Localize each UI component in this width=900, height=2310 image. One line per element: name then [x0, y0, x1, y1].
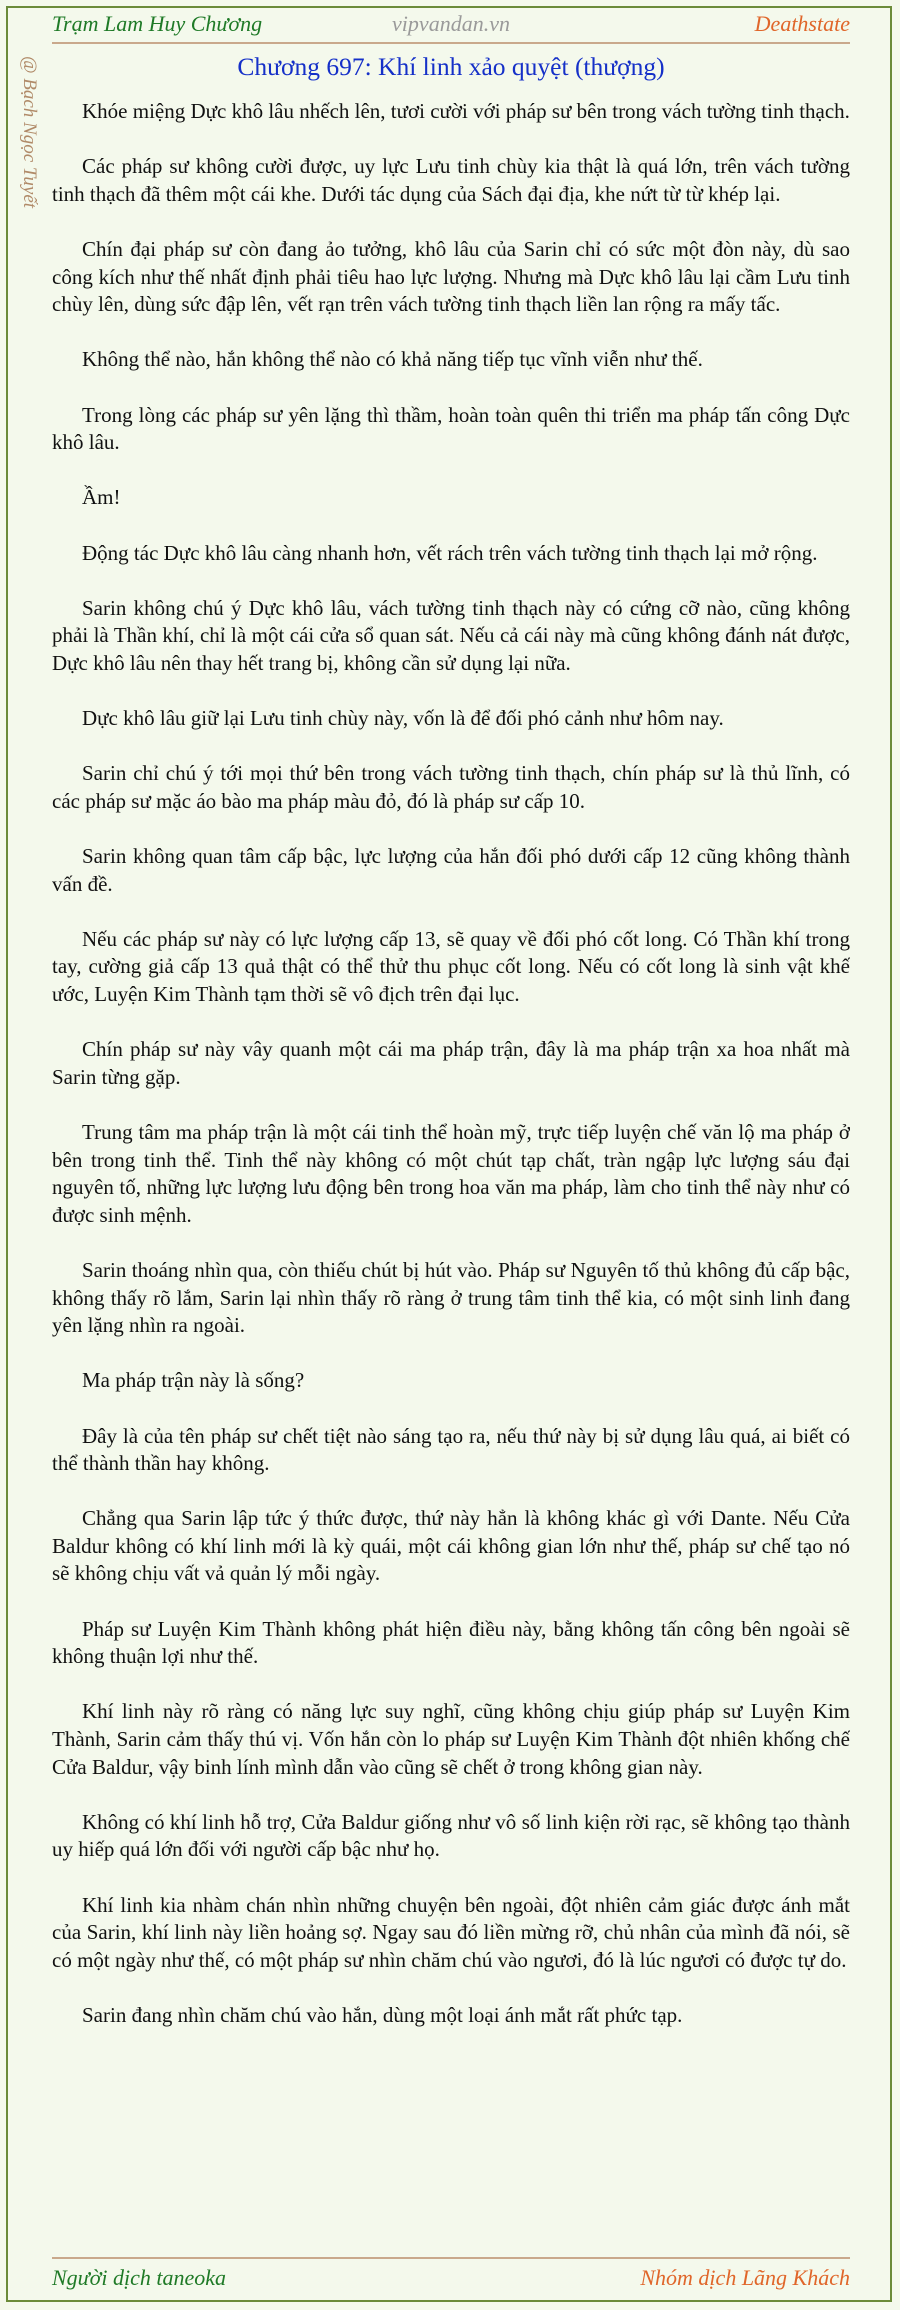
side-credit: @ Bạch Ngọc Tuyết: [19, 56, 40, 209]
chapter-title: Chương 697: Khí linh xảo quyệt (thượng): [237, 52, 665, 81]
paragraph: Sarin không quan tâm cấp bậc, lực lượng của hắn đối phó dưới cấp 12 cũng không thành vấn đề.: [52, 844, 850, 896]
paragraph: Sarin không chú ý Dực khô lâu, vách tường tinh thạch này có cứng cỡ nào, cũng không phải là Thần khí, chỉ là một cái cửa sổ quan sát. Nếu cả cái này mà cũng không đánh nát được, Dực khô lâu nên thay hết trang bị, không cần sử dụng lại nữa.: [52, 595, 850, 675]
paragraph: Không có khí linh hỗ trợ, Cửa Baldur giống như vô số linh kiện rời rạc, sẽ không tạo thành uy hiếp quá lớn đối với người cấp bậc như họ.: [52, 1809, 850, 1862]
paragraph: Động tác Dực khô lâu càng nhanh hơn, vết rách trên vách tường tinh thạch lại mở rộng.: [82, 540, 818, 565]
paragraph: Dực khô lâu giữ lại Lưu tinh chùy này, vốn là để đối phó cảnh như hôm nay.: [82, 706, 724, 731]
paragraph: Sarin thoáng nhìn qua, còn thiếu chút bị hút vào. Pháp sư Nguyên tố thủ không đủ cấp bậc, không thấy rõ lắm, Sarin lại nhìn thấy rõ ràng ở trung tâm tinh thể kia, có một sinh linh đang yên lặng nhìn ra ngoài.: [52, 1257, 850, 1338]
page-header: [52, 8, 850, 40]
paragraph: Khí linh này rõ ràng có năng lực suy nghĩ, cũng không chịu giúp pháp sư Luyện Kim Thành, Sarin cảm thấy thú vị. Vốn hắn còn lo pháp sư Luyện Kim Thành đột nhiên khống chế Cửa Baldur, vậy binh lính mình dẫn vào cũng sẽ chết ở trong không gian này.: [52, 1699, 850, 1779]
paragraph: Trong lòng các pháp sư yên lặng thì thầm, hoàn toàn quên thi triển ma pháp tấn công Dực khô lâu.: [52, 402, 850, 455]
paragraph: Ma pháp trận này là sống?: [82, 1368, 305, 1393]
paragraph: Trung tâm ma pháp trận là một cái tinh thể hoàn mỹ, trực tiếp luyện chế văn lộ ma pháp ở bên trong tinh thể. Tinh thể này không có một chút tạp chất, tràn ngập lực lượng sáu đại nguyên tố, những lực lượng lưu động bên trong hoa văn ma pháp, làm cho tinh thể này như có được sinh mệnh.: [52, 1119, 850, 1227]
paragraph: Chín pháp sư này vây quanh một cái ma pháp trận, đây là ma pháp trận xa hoa nhất mà Sarin từng gặp.: [52, 1037, 850, 1089]
paragraph: Nếu các pháp sư này có lực lượng cấp 13, sẽ quay về đối phó cốt long. Có Thần khí trong tay, cường giả cấp 13 quả thật có thể thử thu phục cốt long. Nếu có cốt long là sinh vật khế ước, Luyện Kim Thành tạm thời sẽ vô địch trên đại lục.: [52, 926, 850, 1006]
page-footer: [52, 2262, 850, 2294]
paragraph: Các pháp sư không cười được, uy lực Lưu tinh chùy kia thật là quá lớn, trên vách tường tinh thạch đã thêm một cái khe. Dưới tác dụng của Sách đại địa, khe nứt từ từ khép lại.: [52, 154, 850, 206]
header-site: vipvandan.vn: [392, 11, 510, 36]
header-author: Deathstate: [754, 11, 850, 36]
header-divider: [52, 42, 850, 44]
footer-group: Nhóm dịch Lãng Khách: [640, 2265, 850, 2290]
paragraph: Đây là của tên pháp sư chết tiệt nào sáng tạo ra, nếu thứ này bị sử dụng lâu quá, ai biết có thể thành thần hay không.: [52, 1423, 850, 1476]
paragraph: Sarin đang nhìn chăm chú vào hắn, dùng một loại ánh mắt rất phức tạp.: [82, 2002, 683, 2027]
paragraph: Chín đại pháp sư còn đang ảo tưởng, khô lâu của Sarin chỉ có sức một đòn này, dù sao công kích như thế nhất định phải tiêu hao lực lượng. Nhưng mà Dực khô lâu lại cầm Lưu tinh chùy lên, dùng sức đập lên, vết rạn trên vách tường tinh thạch liền lan rộng ra mấy tấc.: [52, 236, 850, 317]
chapter-content: [52, 46, 850, 2246]
paragraph: Sarin chỉ chú ý tới mọi thứ bên trong vách tường tinh thạch, chín pháp sư là thủ lĩnh, có các pháp sư mặc áo bào ma pháp màu đỏ, đó là pháp sư cấp 10.: [52, 761, 850, 813]
footer-divider: [52, 2257, 850, 2259]
paragraph: Pháp sư Luyện Kim Thành không phát hiện điều này, bằng không tấn công bên ngoài sẽ không thuận lợi như thế.: [52, 1616, 850, 1669]
header-collection: Trạm Lam Huy Chương: [52, 11, 263, 36]
paragraph: Khóe miệng Dực khô lâu nhếch lên, tươi cười với pháp sư bên trong vách tường tinh thạch.: [82, 99, 850, 123]
paragraph: Không thể nào, hắn không thể nào có khả năng tiếp tục vĩnh viễn như thế.: [82, 347, 703, 372]
paragraph: Khí linh kia nhàm chán nhìn những chuyện bên ngoài, đột nhiên cảm giác được ánh mắt của Sarin, khí linh này liền hoảng sợ. Ngay sau đó liền mừng rỡ, chủ nhân của mình đã nói, sẽ có một ngày như thế, có một pháp sư nhìn chăm chú vào ngươi, đó là lúc ngươi có được tự do.: [52, 1892, 850, 1972]
paragraph: Chẳng qua Sarin lập tức ý thức được, thứ này hẳn là không khác gì với Dante. Nếu Cửa Baldur không có khí linh mới là kỳ quái, một cái không gian lớn như thế, pháp sư chế tạo nó sẽ không chịu vất vả quản lý mỗi ngày.: [52, 1506, 850, 1586]
footer-translator: Người dịch taneoka: [52, 2265, 227, 2290]
paragraph: Ầm!: [82, 485, 121, 510]
